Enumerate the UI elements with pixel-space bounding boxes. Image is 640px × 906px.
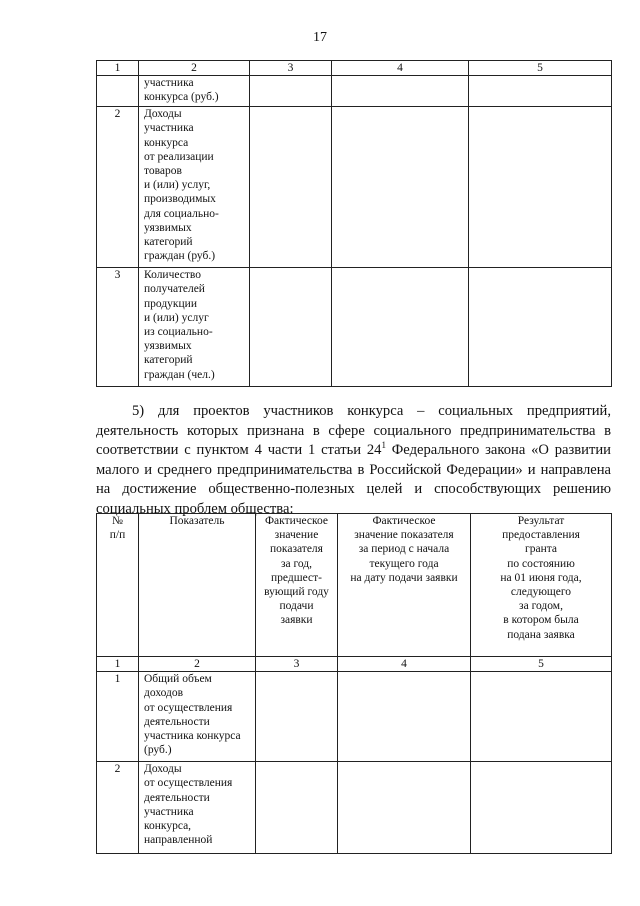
row-number: 3	[97, 268, 139, 387]
empty-cell	[256, 762, 338, 854]
row-number: 2	[97, 762, 139, 854]
row-indicator-label: Доходы от осуществления деятельности участника конкурса, направленной	[139, 762, 256, 854]
column-number-row	[97, 657, 612, 672]
header-grant-result: Результат предоставления гранта по состоянию на 01 июня года, следующего за годом, в котором была подана заявка	[471, 514, 612, 657]
row-number: 2	[97, 107, 139, 268]
header-row	[97, 514, 612, 657]
row-indicator-label: Общий объем доходов от осуществления деятельности участника конкурса (руб.)	[139, 672, 256, 762]
row-number	[97, 76, 139, 107]
column-number-row	[97, 61, 612, 76]
table-row	[97, 672, 612, 762]
empty-cell	[469, 76, 612, 107]
header-actual-previous-year: Фактическое значение показателя за год, предшест- вующий году подачи заявки	[256, 514, 338, 657]
empty-cell	[332, 107, 469, 268]
header-number: № п/п	[97, 514, 139, 657]
col-number-4: 4	[338, 657, 471, 672]
header-actual-current-period: Фактическое значение показателя за период с начала текущего года на дату подачи заявки	[338, 514, 471, 657]
col-number-5: 5	[469, 61, 612, 76]
table-row	[97, 76, 612, 107]
empty-cell	[471, 672, 612, 762]
empty-cell	[338, 672, 471, 762]
empty-cell	[469, 268, 612, 387]
empty-cell	[332, 76, 469, 107]
table-row	[97, 268, 612, 387]
col-number-3: 3	[250, 61, 332, 76]
col-number-3: 3	[256, 657, 338, 672]
col-number-1: 1	[97, 61, 139, 76]
paragraph-lead-text: 5) для проектов участников конкурса – социальных предприятий, деятельность которых признана в сфере социального предпринимательства в соответствии с пунктом 4 части 1 статьи 24	[96, 403, 611, 459]
indicators-table-continued	[96, 60, 612, 387]
col-number-4: 4	[332, 61, 469, 76]
row-indicator-label: участника конкурса (руб.)	[139, 76, 250, 107]
empty-cell	[471, 762, 612, 854]
col-number-5: 5	[471, 657, 612, 672]
empty-cell	[250, 76, 332, 107]
col-number-2: 2	[139, 657, 256, 672]
col-number-2: 2	[139, 61, 250, 76]
page-number: 17	[313, 30, 327, 45]
row-indicator-label: Доходы участника конкурса от реализации товаров и (или) услуг, производимых для социально- уязвимых категорий граждан (руб.)	[139, 107, 250, 268]
table-row	[97, 762, 612, 854]
social-enterprise-indicators-table	[96, 513, 612, 854]
footnote-superscript: 1	[381, 440, 386, 451]
table-row	[97, 107, 612, 268]
empty-cell	[469, 107, 612, 268]
empty-cell	[250, 107, 332, 268]
empty-cell	[256, 672, 338, 762]
col-number-1: 1	[97, 657, 139, 672]
empty-cell	[332, 268, 469, 387]
header-indicator: Показатель	[139, 514, 256, 657]
row-number: 1	[97, 672, 139, 762]
body-paragraph	[96, 402, 611, 520]
empty-cell	[250, 268, 332, 387]
row-indicator-label: Количество получателей продукции и (или) услуг из социально- уязвимых категорий граждан (чел.)	[139, 268, 250, 387]
empty-cell	[338, 762, 471, 854]
paragraph-rest-text: Федерального закона «О развитии малого и среднего предпринимательства в Российской Федерации» и направлена на достижение общественно-полезных целей и способствующих решению социальных проблем общества:	[96, 442, 611, 517]
